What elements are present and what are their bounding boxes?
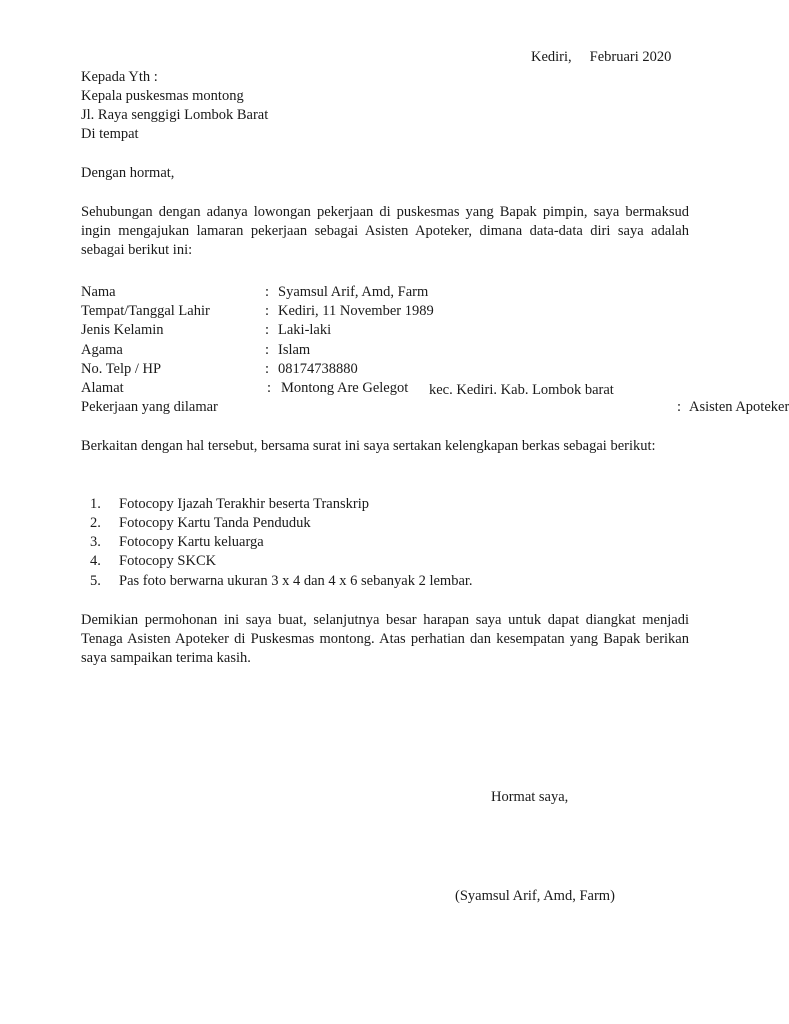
detail-value: Laki-laki <box>278 322 332 338</box>
list-item-text: Fotocopy Kartu keluarga <box>119 534 264 550</box>
detail-value: 08174738880 <box>278 361 358 377</box>
recipient-line-2: Kepala puskesmas montong <box>81 88 244 104</box>
list-item-number: 2. <box>90 515 101 531</box>
detail-label: Agama <box>81 342 123 358</box>
closing-paragraph: Demikian permohonan ini saya buat, selanjutnya besar harapan saya untuk dapat diangkat menjadi Tenaga Asisten Apoteker di Puskesmas montong. Atas perhatian dan kesempatan yang Bapak berikan saya sampaikan terima kasih. <box>81 612 689 666</box>
list-item-number: 5. <box>90 573 101 589</box>
list-item-number: 4. <box>90 553 101 569</box>
recipient-line-4: Di tempat <box>81 126 139 142</box>
date-month-year: Februari 2020 <box>589 49 672 65</box>
detail-label: Alamat <box>81 380 124 396</box>
detail-label: Nama <box>81 284 116 300</box>
intro-paragraph: Sehubungan dengan adanya lowongan pekerjaan di puskesmas yang Bapak pimpin, saya bermaksud ingin mengajukan lamaran pekerjaan sebagai Asisten Apoteker, dimana data-data diri saya adalah sebagai berikut ini: <box>81 204 689 258</box>
list-item-text: Pas foto berwarna ukuran 3 x 4 dan 4 x 6 sebanyak 2 lembar. <box>119 573 473 589</box>
detail-colon: : <box>265 322 270 338</box>
detail-label: No. Telp / HP <box>81 361 162 377</box>
detail-value: Montong Are Gelegot <box>281 380 409 396</box>
detail-colon: : <box>677 399 682 415</box>
detail-value: Kediri, 11 November 1989 <box>278 303 434 319</box>
detail-colon: : <box>267 380 272 396</box>
signature-name: (Syamsul Arif, Amd, Farm) <box>455 888 615 904</box>
list-item-text: Fotocopy Kartu Tanda Penduduk <box>119 515 311 531</box>
letter-date <box>531 48 671 67</box>
detail-value: Asisten Apoteker <box>689 399 789 415</box>
detail-value: Islam <box>278 342 311 358</box>
detail-label: Pekerjaan yang dilamar <box>81 399 218 415</box>
detail-colon: : <box>265 284 270 300</box>
detail-colon: : <box>265 361 270 377</box>
detail-value: Syamsul Arif, Amd, Farm <box>278 284 429 300</box>
detail-value-extra: kec. Kediri. Kab. Lombok barat <box>429 382 614 398</box>
date-place: Kediri, <box>531 49 572 65</box>
list-item-text: Fotocopy Ijazah Terakhir beserta Transkrip <box>119 496 369 512</box>
detail-colon: : <box>265 303 270 319</box>
salutation: Dengan hormat, <box>81 165 175 181</box>
signoff: Hormat saya, <box>491 789 569 805</box>
list-item-number: 3. <box>90 534 101 550</box>
attachments-paragraph: Berkaitan dengan hal tersebut, bersama surat ini saya sertakan kelengkapan berkas sebagai berikut: <box>81 438 656 454</box>
recipient-line-1: Kepada Yth : <box>81 69 158 85</box>
list-item-text: Fotocopy SKCK <box>119 553 217 569</box>
recipient-line-3: Jl. Raya senggigi Lombok Barat <box>81 107 269 123</box>
detail-label: Tempat/Tanggal Lahir <box>81 303 210 319</box>
detail-label: Jenis Kelamin <box>81 322 164 338</box>
detail-colon: : <box>265 342 270 358</box>
list-item-number: 1. <box>90 496 101 512</box>
